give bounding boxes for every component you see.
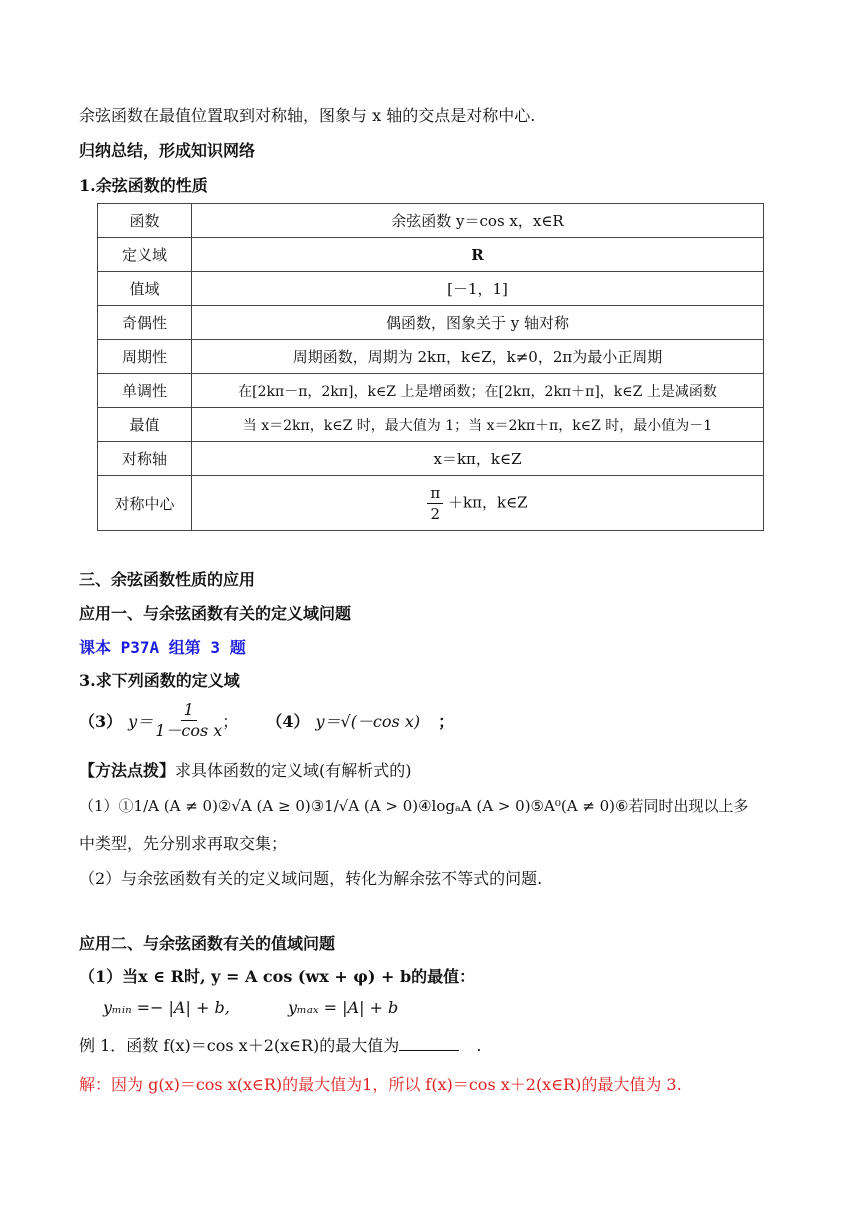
row-value [192, 476, 764, 531]
table-row [98, 204, 764, 238]
app1-heading: 应用一、与余弦函数有关的定义域问题 [79, 604, 352, 623]
row-label: 值域 [98, 272, 192, 306]
method-item-2: （2）与余弦函数有关的定义域问题，转化为解余弦不等式的问题. [79, 869, 543, 888]
q3-heading: 3.求下列函数的定义域 [79, 671, 240, 690]
q3-part3-label: （3） [79, 712, 123, 731]
props-heading: 1.余弦函数的性质 [79, 176, 208, 195]
row-label: 定义域 [98, 238, 192, 272]
table-row [98, 374, 764, 408]
table-row [98, 442, 764, 476]
row-value-rest: ＋kπ，k∈Z [448, 493, 528, 511]
ymin-formula: yₘᵢₙ =− |A| + b, [103, 998, 230, 1017]
method-item-1: （1）①1/A (A ≠ 0)②√A (A ≥ 0)③1/√A (A > 0)④logₐA (A > 0)⑤A⁰(A ≠ 0)⑥若同时出现以上多 [79, 797, 749, 815]
section3-heading: 三、余弦函数性质的应用 [79, 570, 256, 589]
app2-sub1: （1）当x ∈ R时, y = A cos (wx + φ) + b的最值： [79, 967, 476, 986]
table-row [98, 408, 764, 442]
row-label: 最值 [98, 408, 192, 442]
row-value: 偶函数，图象关于 y 轴对称 [192, 306, 764, 340]
method-tag: 【方法点拨】 [79, 761, 176, 780]
example-prefix: 例 1．函数 f(x)＝cos x＋2(x∈R)的最大值为 [79, 1036, 400, 1055]
row-label: 单调性 [98, 374, 192, 408]
row-label: 函数 [98, 204, 192, 238]
table-row [98, 272, 764, 306]
q3-part3-lhs: y＝ [128, 712, 154, 731]
row-label: 对称轴 [98, 442, 192, 476]
answer-blank [399, 1036, 459, 1051]
app2-heading: 应用二、与余弦函数有关的值域问题 [79, 934, 336, 953]
fraction-numerator: π [427, 483, 443, 504]
row-label: 对称中心 [98, 476, 192, 531]
q3-part3-fraction [155, 700, 222, 741]
method-item-1-cont: 中类型，先分别求再取交集； [79, 834, 288, 853]
fraction-numerator: 1 [181, 700, 197, 721]
solution-text: 解：因为 g(x)＝cos x(x∈R)的最大值为1，所以 f(x)＝cos x＋2(x∈R)的最大值为 3. [79, 1075, 682, 1094]
row-value: 周期函数，周期为 2kπ，k∈Z，k≠0，2π为最小正周期 [192, 340, 764, 374]
intro-text: 余弦函数在最值位置取到对称轴，图象与 x 轴的交点是对称中心. [79, 106, 536, 125]
method-line [79, 758, 412, 781]
pi-over-2-fraction [427, 483, 443, 524]
q3-expressions [79, 700, 454, 741]
example-suffix: . [476, 1036, 482, 1055]
row-value: 在[2kπ－π，2kπ]，k∈Z 上是增函数；在[2kπ，2kπ＋π]，k∈Z 上是减函数 [192, 374, 764, 408]
textbook-ref: 课本 P37A 组第 3 题 [79, 638, 246, 657]
example-1 [79, 1033, 481, 1056]
table-row [98, 476, 764, 531]
row-value: R [192, 238, 764, 272]
method-text: 求具体函数的定义域(有解析式的) [175, 761, 412, 780]
q3-part4-end: ； [438, 712, 455, 731]
row-label: 周期性 [98, 340, 192, 374]
row-value: x＝kπ，k∈Z [192, 442, 764, 476]
q3-part4-label: （4） [266, 712, 310, 731]
cosine-properties-table [97, 203, 764, 531]
fraction-denominator: 1－cos x [155, 721, 223, 740]
row-label: 奇偶性 [98, 306, 192, 340]
row-value: [－1，1] [192, 272, 764, 306]
summary-heading: 归纳总结，形成知识网络 [79, 141, 256, 160]
row-value: 当 x＝2kπ，k∈Z 时，最大值为 1；当 x＝2kπ＋π，k∈Z 时，最小值为－1 [192, 408, 764, 442]
q3-part3-sep: ； [222, 712, 239, 731]
table-row [98, 238, 764, 272]
table-row [98, 340, 764, 374]
ymax-formula: yₘₐₓ = |A| + b [288, 998, 399, 1017]
table-row [98, 306, 764, 340]
fraction-denominator: 2 [430, 504, 441, 523]
q3-part4-expr: y＝√(－cos x) [315, 712, 421, 731]
row-value: 余弦函数 y＝cos x，x∈R [192, 204, 764, 238]
